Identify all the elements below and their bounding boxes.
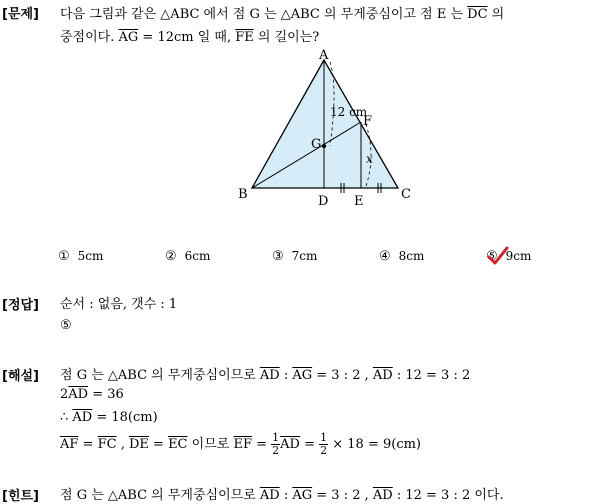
fraction-half bbox=[271, 432, 280, 457]
triangle-abc bbox=[252, 60, 398, 188]
problem-text: 의 길이는? bbox=[253, 30, 320, 45]
text: , bbox=[116, 437, 129, 452]
text: 이므로 bbox=[187, 437, 234, 452]
text: : 12 = 3 : 2 이다. bbox=[392, 488, 504, 503]
text: : bbox=[279, 368, 293, 383]
segment-ag: $\overline{AG}$ bbox=[292, 368, 313, 383]
text: × 18 = 9(cm) bbox=[328, 437, 422, 452]
numerator: 1 bbox=[320, 431, 328, 444]
text: : 12 = 3 : 2 bbox=[392, 368, 471, 383]
label-e: E bbox=[354, 194, 364, 208]
choice-number: ⑤ bbox=[486, 249, 498, 264]
problem-text: 의 bbox=[487, 7, 505, 22]
text: = bbox=[78, 437, 98, 452]
choice-text: 5cm bbox=[77, 249, 104, 263]
text: = 3 : 2 , bbox=[312, 488, 373, 503]
text: 점 G 는 △ABC 의 무게중심이므로 bbox=[60, 368, 260, 383]
segment-ag: $\overline{AG}$ bbox=[292, 488, 313, 503]
denominator: 2 bbox=[320, 444, 328, 457]
explanation-line-4 bbox=[60, 432, 421, 457]
explanation-tag: [해설] bbox=[2, 369, 39, 384]
text: = 36 bbox=[88, 387, 124, 402]
segment-ef: $\overline{EF}$ bbox=[233, 437, 252, 452]
choice-4[interactable] bbox=[379, 249, 424, 264]
segment-ec: $\overline{EC}$ bbox=[168, 437, 188, 452]
choice-text: 9cm bbox=[505, 249, 532, 263]
label-g: G bbox=[311, 137, 322, 152]
problem-text: 중점이다. bbox=[60, 30, 119, 45]
text: = bbox=[148, 437, 169, 452]
explanation-line-2 bbox=[60, 387, 124, 402]
label-f: F bbox=[363, 114, 373, 129]
label-b: B bbox=[238, 187, 248, 202]
text: = 3 : 2 , bbox=[312, 368, 373, 383]
choice-2[interactable] bbox=[165, 249, 210, 264]
label-c: C bbox=[401, 187, 411, 202]
answer-line-2: ⑤ bbox=[60, 318, 72, 333]
text: = bbox=[299, 437, 320, 452]
problem-text: 다음 그림과 같은 △ABC 에서 점 G 는 △ABC 의 무게중심이고 점 E 는 bbox=[60, 7, 468, 22]
problem-line-1 bbox=[60, 3, 504, 22]
problem-line-2 bbox=[60, 26, 319, 45]
label-a: A bbox=[319, 48, 329, 63]
segment-af: $\overline{AF}$ bbox=[60, 437, 79, 452]
choice-number: ① bbox=[58, 249, 70, 264]
answer-line-1: 순서 : 없음, 갯수 : 1 bbox=[60, 297, 178, 312]
centroid-point bbox=[322, 144, 326, 148]
segment-fe: $\overline{FE}$ bbox=[235, 30, 254, 45]
check-icon bbox=[486, 246, 510, 266]
choice-text: 6cm bbox=[184, 249, 211, 263]
text: = bbox=[251, 437, 272, 452]
segment-de: $\overline{DE}$ bbox=[128, 437, 149, 452]
explanation-line-1 bbox=[60, 364, 470, 383]
choice-number: ② bbox=[165, 249, 177, 264]
segment-ad: $\overline{AD}$ bbox=[259, 368, 280, 383]
label-ag-length: 12 cm bbox=[330, 105, 368, 119]
text: : bbox=[279, 488, 293, 503]
segment-fc: $\overline{FC}$ bbox=[97, 437, 117, 452]
segment-dc: $\overline{DC}$ bbox=[467, 7, 488, 22]
segment-ad: $\overline{AD}$ bbox=[372, 488, 393, 503]
hint-tag: [힌트] bbox=[2, 489, 39, 504]
fraction-half bbox=[319, 432, 328, 457]
choice-number: ③ bbox=[272, 249, 284, 264]
segment-ad: $\overline{AD}$ bbox=[68, 387, 89, 402]
hint-line bbox=[60, 484, 504, 503]
segment-ad: $\overline{AD}$ bbox=[372, 368, 393, 383]
text: 2 bbox=[60, 387, 69, 402]
choice-text: 7cm bbox=[291, 249, 318, 263]
choice-3[interactable] bbox=[272, 249, 317, 264]
text: ∴ bbox=[60, 410, 73, 425]
answer-tag: [정답] bbox=[2, 298, 39, 313]
numerator: 1 bbox=[272, 431, 280, 444]
denominator: 2 bbox=[272, 444, 280, 457]
segment-ad: $\overline{AD}$ bbox=[280, 437, 300, 452]
choice-number: ④ bbox=[379, 249, 391, 264]
text: 점 G 는 △ABC 의 무게중심이므로 bbox=[60, 488, 260, 503]
problem-tag: [문제] bbox=[2, 7, 39, 22]
label-x: x bbox=[366, 152, 373, 166]
segment-ad: $\overline{AD}$ bbox=[259, 488, 280, 503]
explanation-line-3 bbox=[60, 410, 158, 425]
segment-ad: $\overline{AD}$ bbox=[72, 410, 93, 425]
choice-1[interactable] bbox=[58, 249, 103, 264]
label-d: D bbox=[318, 194, 329, 208]
choice-text: 8cm bbox=[398, 249, 425, 263]
segment-ag: $\overline{AG}$ bbox=[118, 30, 139, 45]
triangle-figure bbox=[230, 48, 430, 208]
problem-text: = 12cm 일 때, bbox=[138, 30, 236, 45]
text: = 18(cm) bbox=[92, 410, 158, 425]
